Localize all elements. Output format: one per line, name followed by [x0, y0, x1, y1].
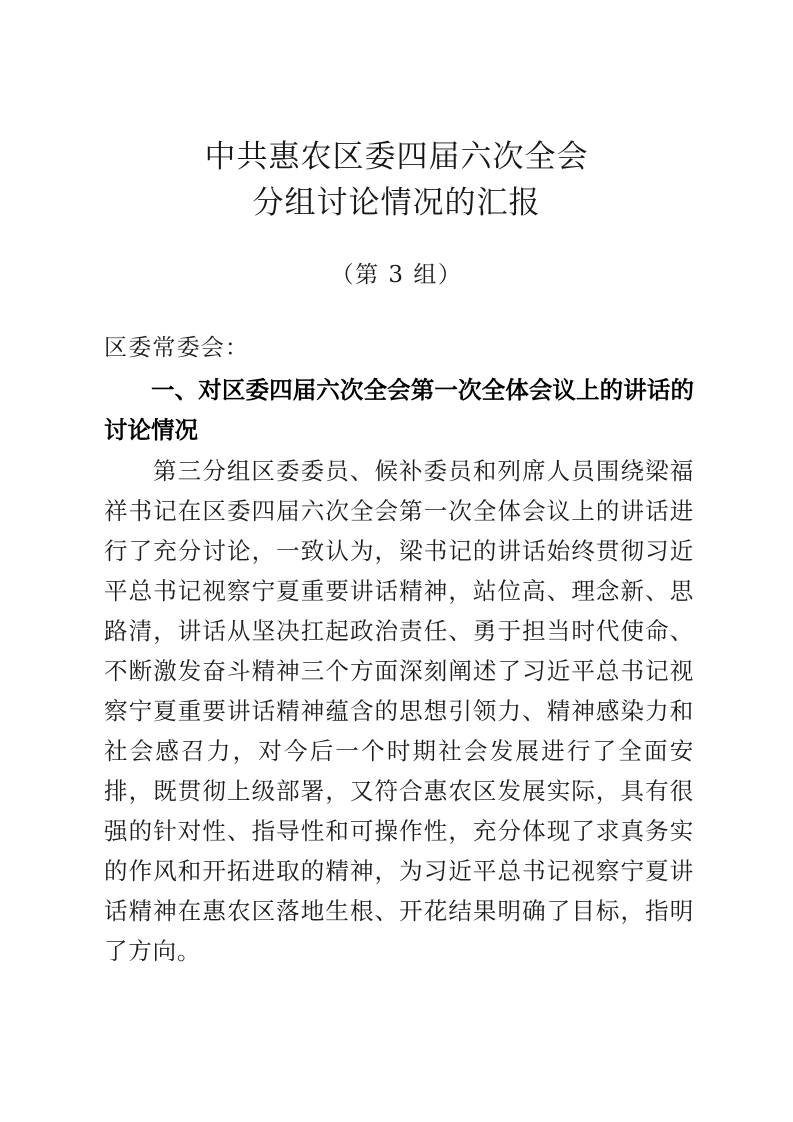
salutation: 区委常委会：: [104, 335, 250, 361]
group-label: （第 3 组）: [330, 262, 463, 288]
document-body: [104, 328, 694, 971]
document-title-line-2: 分组讨论情况的汇报: [252, 185, 541, 221]
section-paragraph-1: 第三分组区委委员、候补委员和列席人员围绕梁福祥书记在区委四届六次全会第一次全体会议上的讲话进行了充分讨论，一致认为，梁书记的讲话始终贯彻习近平总书记视察宁夏重要讲话精神，站位高、理念新、思路清，讲话从坚决扛起政治责任、勇于担当时代使命、不断激发奋斗精神三个方面深刻阐述了习近平总书记视察宁夏重要讲话精神蕴含的思想引领力、精神感染力和社会感召力，对今后一个时期社会发展进行了全面安排，既贯彻上级部署，又符合惠农区发展实际，具有很强的针对性、指导性和可操作性，充分体现了求真务实的作风和开拓进取的精神，为习近平总书记视察宁夏讲话精神在惠农区落地生根、开花结果明确了目标，指明了方向。: [104, 457, 694, 965]
document-title-line-1: 中共惠农区委四届六次全会: [204, 139, 589, 175]
document-title: [0, 134, 793, 226]
section-heading-1: 一、对区委四届六次全会第一次全体会议上的讲话的讨论情况: [104, 376, 694, 444]
